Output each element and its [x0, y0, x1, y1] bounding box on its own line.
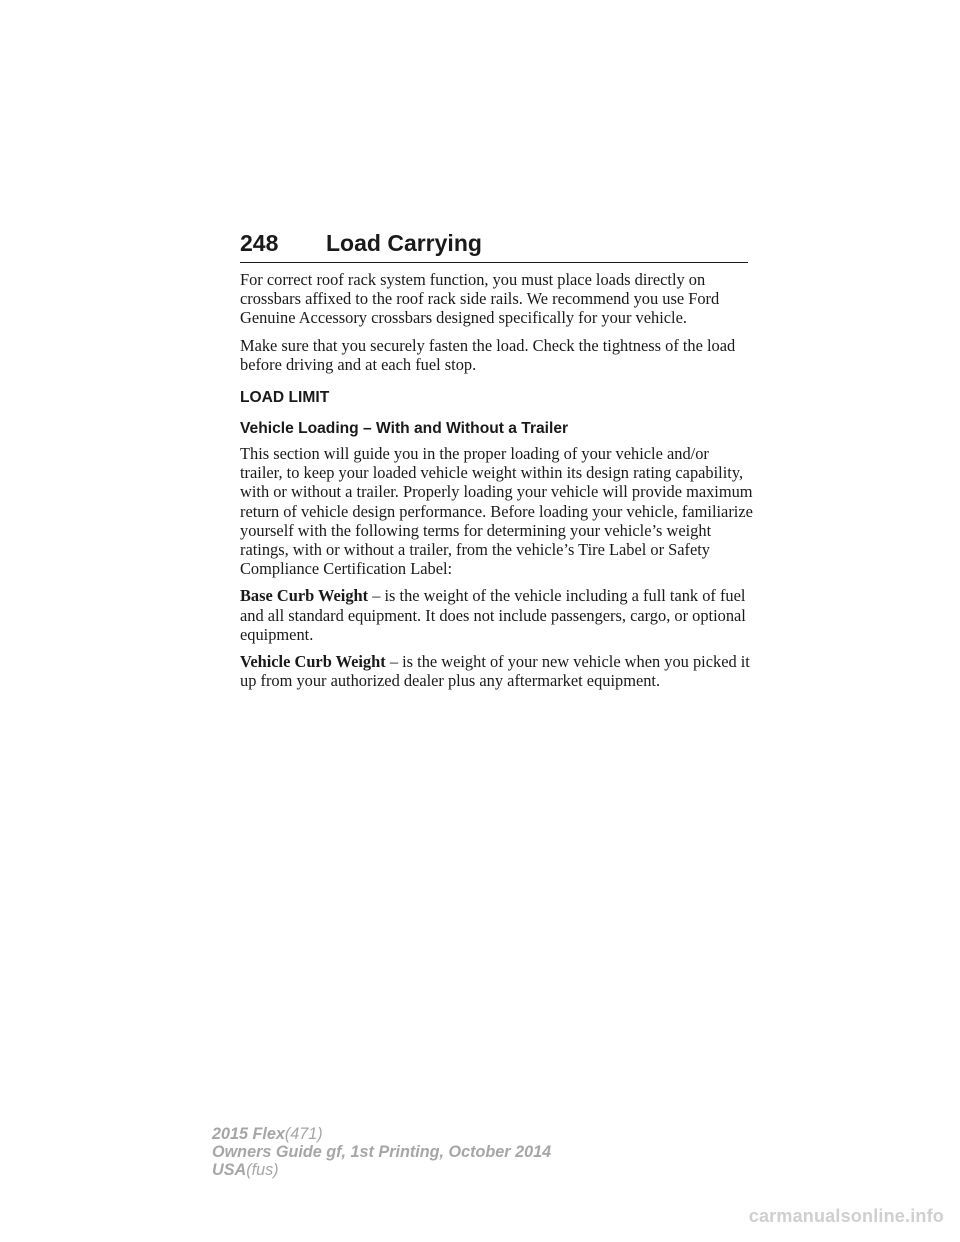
definition-text: – is the weight of your new vehicle when you picked it up from your authorized dealer plus any aftermarket equipment.: [240, 652, 750, 691]
subheading-vehicle-loading: Vehicle Loading – With and Without a Trailer: [240, 420, 569, 438]
footer-market: USA: [212, 1161, 247, 1179]
definition-base-curb-weight: [240, 586, 755, 644]
heading-load-limit: LOAD LIMIT: [240, 389, 330, 407]
footer-model-code: (471): [284, 1125, 323, 1143]
definition-vehicle-curb-weight: [240, 652, 755, 690]
footer-market-code: (fus): [246, 1161, 279, 1179]
footer-model: 2015 Flex: [212, 1125, 285, 1143]
definition-text: – is the weight of the vehicle including a full tank of fuel and all standard equipment. It does not include passengers, cargo, or optional equipment.: [240, 586, 746, 644]
site-watermark: carmanualsonline.info: [748, 1206, 944, 1226]
paragraph-fasten-load: Make sure that you securely fasten the load. Check the tightness of the load before driving and at each fuel stop.: [240, 335, 736, 374]
definition-term: Vehicle Curb Weight: [240, 652, 386, 672]
section-title: Load Carrying: [326, 230, 482, 256]
page-content: [240, 270, 755, 698]
definition-term: Base Curb Weight: [240, 586, 369, 606]
paragraph-roof-rack: For correct roof rack system function, you must place loads directly on crossbars affixed to the roof rack side rails. We recommend you use Ford Genuine Accessory crossbars designed specifically for your vehicle.: [240, 270, 720, 328]
print-footer: [212, 1125, 551, 1179]
page-number: 248: [240, 230, 279, 256]
footer-line-market: [212, 1161, 551, 1179]
paragraph-vehicle-loading: This section will guide you in the proper loading of your vehicle and/or trailer, to keep your loaded vehicle weight within its design rating capability, with or without a trailer. Properly loading your vehicle will provide maximum return of vehicle design performance. Before loading your vehicle, familiarize yourself with the following terms for determining your vehicle’s weight ratings, with or without a trailer, from the vehicle’s Tire Label or Safety Compliance Certification Label:: [240, 444, 753, 579]
page-header: [240, 228, 748, 263]
footer-line-printing: Owners Guide gf, 1st Printing, October 2014: [212, 1143, 552, 1161]
footer-line-model: [212, 1125, 551, 1143]
